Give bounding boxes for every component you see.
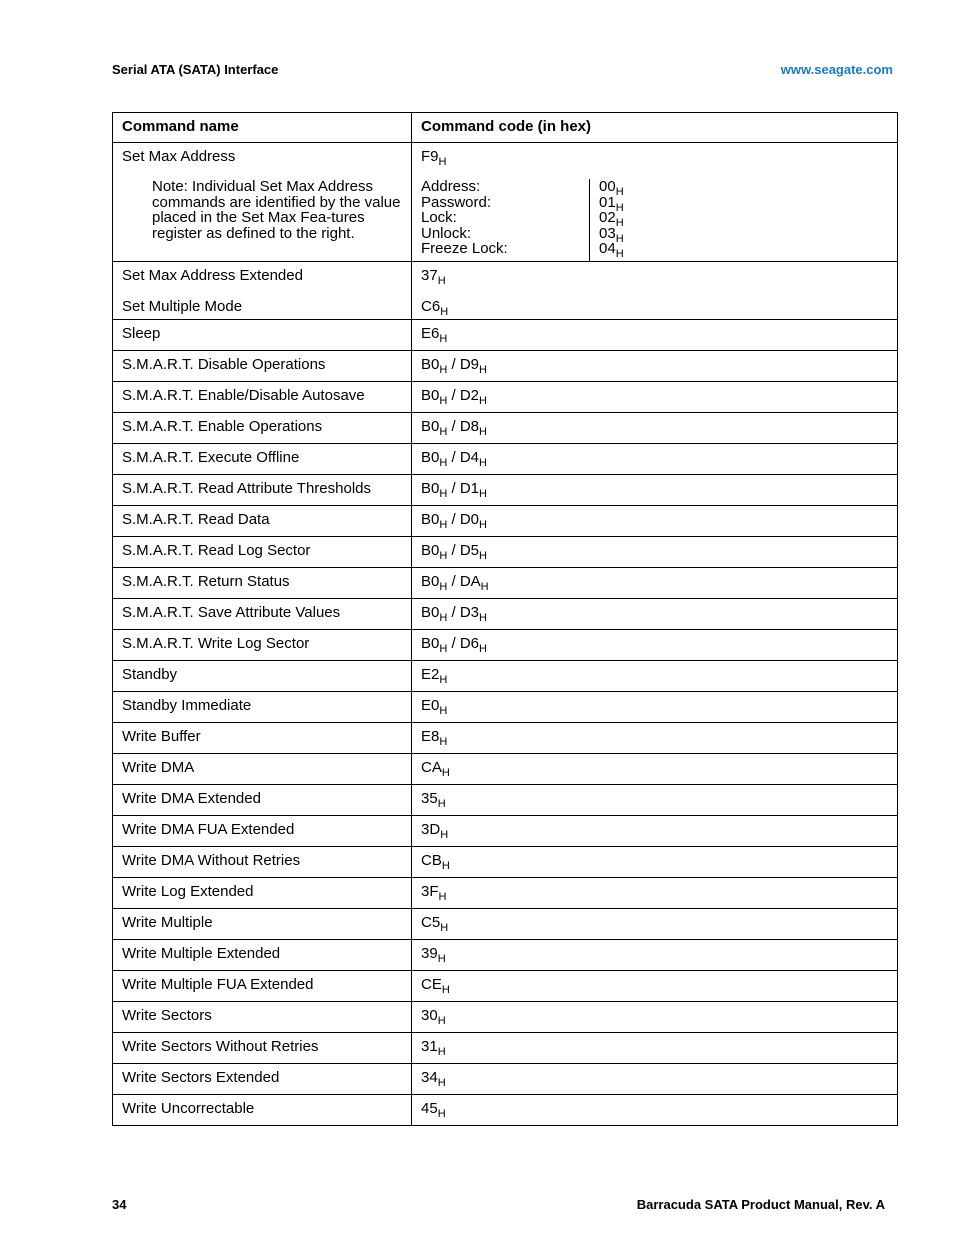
page-number: 34 [112, 1197, 127, 1212]
document-title: Barracuda SATA Product Manual, Rev. A [636, 1197, 885, 1212]
command-name: Write Multiple Extended [113, 939, 412, 970]
command-name: Write Sectors [113, 1001, 412, 1032]
command-name: S.M.A.R.T. Return Status [113, 567, 412, 598]
subcode-value: $04_H$ [599, 240, 624, 260]
command-name: S.M.A.R.T. Enable/Disable Autosave [113, 381, 412, 412]
command-name: S.M.A.R.T. Enable Operations [113, 412, 412, 443]
command-name: Write Buffer [113, 722, 412, 753]
command-name: Standby [113, 660, 412, 691]
column-header-command-code: Command code (in hex) [412, 113, 898, 143]
command-code: $C6_H$ [421, 297, 449, 318]
command-code: $E0_H$ [412, 691, 898, 722]
table-row [113, 846, 898, 877]
command-code: $B0_H / DA_H$ [412, 567, 898, 598]
subcode-label: Address: [421, 178, 481, 195]
table-row [113, 784, 898, 815]
command-name: Write Multiple FUA Extended [113, 970, 412, 1001]
running-header-title: Serial ATA (SATA) Interface [112, 62, 279, 77]
subcode-label: Lock: [421, 209, 457, 226]
table-row [113, 381, 898, 412]
table-row [113, 877, 898, 908]
table-row-set-max-address [113, 143, 898, 262]
command-code: $E6_H$ [412, 319, 898, 350]
command-name: S.M.A.R.T. Write Log Sector [113, 629, 412, 660]
command-name: Write Multiple [113, 908, 412, 939]
subcode-value: $02_H$ [599, 209, 624, 229]
table-row [113, 1032, 898, 1063]
command-name: Write DMA Extended [113, 784, 412, 815]
set-max-note: Note: Individual Set Max Address commands are identified by the value placed in the Set Max Fea-tures register as defined to the right. [152, 178, 401, 242]
command-name: Write Sectors Without Retries [113, 1032, 412, 1063]
command-name: S.M.A.R.T. Read Data [113, 505, 412, 536]
command-code: $34_H$ [412, 1063, 898, 1094]
table-row [113, 939, 898, 970]
command-code: $39_H$ [412, 939, 898, 970]
table-row [113, 474, 898, 505]
command-code: $CE_H$ [412, 970, 898, 1001]
table-row [113, 536, 898, 567]
command-name: Write DMA FUA Extended [113, 815, 412, 846]
table-row [113, 629, 898, 660]
table-row [113, 567, 898, 598]
table-row [113, 319, 898, 350]
table-row [113, 443, 898, 474]
subcode-value: $00_H$ [599, 178, 624, 198]
command-code: $30_H$ [412, 1001, 898, 1032]
website-link[interactable]: www.seagate.com [780, 62, 893, 77]
command-code: $3D_H$ [412, 815, 898, 846]
command-name: Write Uncorrectable [113, 1094, 412, 1125]
table-row [113, 505, 898, 536]
command-code: $CA_H$ [412, 753, 898, 784]
command-name: Set Multiple Mode [122, 297, 243, 315]
command-code: $B0_H / D8_H$ [412, 412, 898, 443]
table-row [113, 1001, 898, 1032]
pair-name-cell [113, 261, 412, 319]
table-row [113, 1063, 898, 1094]
set-max-address-cell [113, 143, 412, 262]
command-name: Set Max Address [122, 148, 236, 165]
command-name: S.M.A.R.T. Read Attribute Thresholds [113, 474, 412, 505]
pair-code-cell [412, 261, 898, 319]
set-max-subcode-table [412, 179, 888, 261]
command-code: $C5_H$ [412, 908, 898, 939]
command-code: $CB_H$ [412, 846, 898, 877]
subcode-value: $03_H$ [599, 224, 624, 245]
command-code: $31_H$ [412, 1032, 898, 1063]
table-row [113, 350, 898, 381]
column-header-command-name: Command name [113, 113, 412, 143]
command-name: Standby Immediate [113, 691, 412, 722]
command-code: $B0_H / D6_H$ [412, 629, 898, 660]
command-name: Set Max Address Extended [122, 266, 303, 284]
command-code: $37_H$ [421, 266, 446, 287]
command-name: Sleep [113, 319, 412, 350]
command-name: Write Sectors Extended [113, 1063, 412, 1094]
command-code: $35_H$ [412, 784, 898, 815]
table-row [113, 598, 898, 629]
command-code: $E8_H$ [412, 722, 898, 753]
command-code: $B0_H / D2_H$ [412, 381, 898, 412]
command-code-table [112, 112, 898, 1126]
subcode-values [590, 179, 624, 261]
command-code: $3F_H$ [412, 877, 898, 908]
command-code: $F9_H$ [421, 148, 447, 168]
table-row [113, 908, 898, 939]
table-row [113, 691, 898, 722]
command-code: $B0_H / D0_H$ [412, 505, 898, 536]
command-name: S.M.A.R.T. Disable Operations [113, 350, 412, 381]
table-row [113, 815, 898, 846]
table-row [113, 412, 898, 443]
table-row [113, 660, 898, 691]
command-code: $B0_H / D4_H$ [412, 443, 898, 474]
command-code: $B0_H / D9_H$ [412, 350, 898, 381]
subcode-label: Freeze Lock: [421, 240, 508, 257]
set-max-code-cell [412, 143, 898, 262]
subcode-label: Password: [421, 193, 492, 211]
command-name: S.M.A.R.T. Read Log Sector [113, 536, 412, 567]
command-name: S.M.A.R.T. Execute Offline [113, 443, 412, 474]
command-name: Write Log Extended [113, 877, 412, 908]
command-name: Write DMA [113, 753, 412, 784]
table-row-pair [113, 261, 898, 319]
command-code: $B0_H / D1_H$ [412, 474, 898, 505]
command-code: $B0_H / D3_H$ [412, 598, 898, 629]
table-row [113, 722, 898, 753]
subcode-label: Unlock: [421, 224, 472, 242]
subcode-labels [412, 179, 590, 261]
command-code: $E2_H$ [412, 660, 898, 691]
table-row [113, 970, 898, 1001]
table-row [113, 1094, 898, 1125]
command-name: S.M.A.R.T. Save Attribute Values [113, 598, 412, 629]
table-header-row [113, 113, 898, 143]
command-code: $45_H$ [412, 1094, 898, 1125]
command-code: $B0_H / D5_H$ [412, 536, 898, 567]
command-name: Write DMA Without Retries [113, 846, 412, 877]
table-row [113, 753, 898, 784]
subcode-value: $01_H$ [599, 193, 624, 214]
